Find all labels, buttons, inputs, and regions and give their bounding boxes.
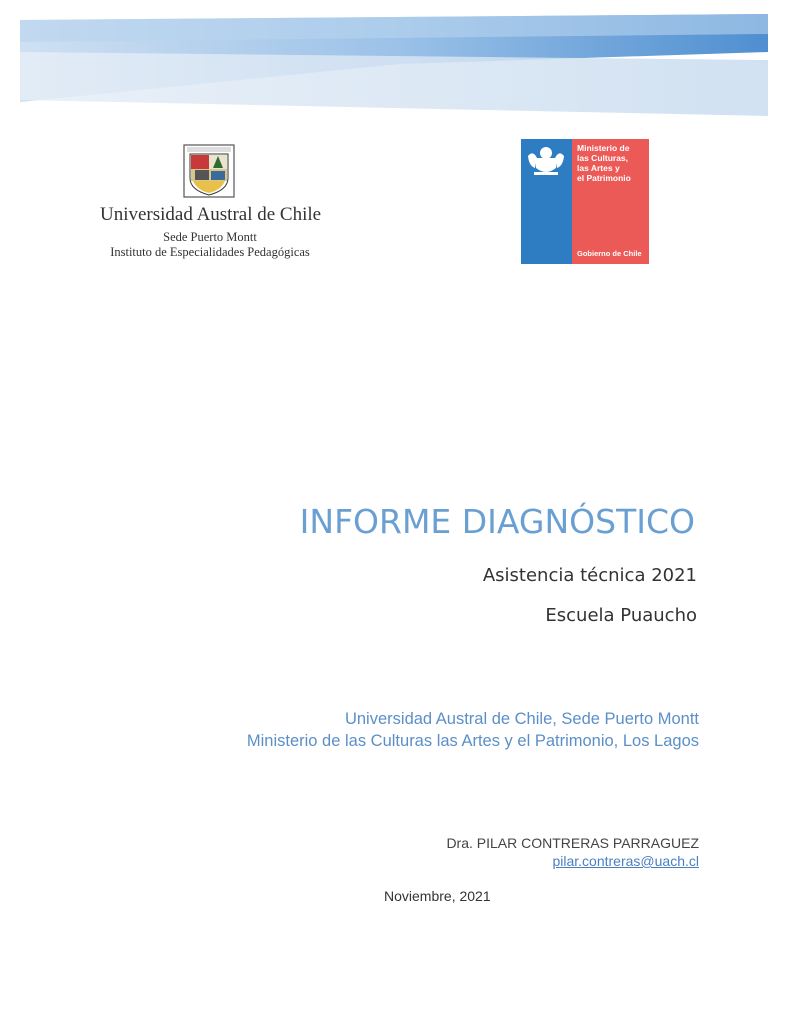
header-banner [20,12,768,116]
author-email-link[interactable]: pilar.contreras@uach.cl [552,853,699,869]
gobierno-label: Gobierno de Chile [577,249,642,258]
school-name: Escuela Puaucho [545,605,697,626]
report-subtitle: Asistencia técnica 2021 [482,565,697,586]
institution-line-2: Ministerio de las Culturas las Artes y el Patrimonio, Los Lagos [246,732,699,750]
uach-campus: Sede Puerto Montt [163,230,257,244]
ministry-name: Ministerio de las Culturas, las Artes y el Patrimonio [577,143,631,183]
author-name: Dra. PILAR CONTRERAS PARRAGUEZ [446,835,699,851]
uach-crest-icon [183,144,235,198]
chile-coat-of-arms-icon [525,144,567,178]
report-title: INFORME DIAGNÓSTICO [299,502,695,541]
uach-name: Universidad Austral de Chile [100,204,322,225]
ministry-logo [521,139,649,264]
institution-line-1: Universidad Austral de Chile, Sede Puerto Montt [344,710,699,728]
report-date: Noviembre, 2021 [384,888,491,904]
uach-institute: Instituto de Especialidades Pedagógicas [110,245,310,259]
